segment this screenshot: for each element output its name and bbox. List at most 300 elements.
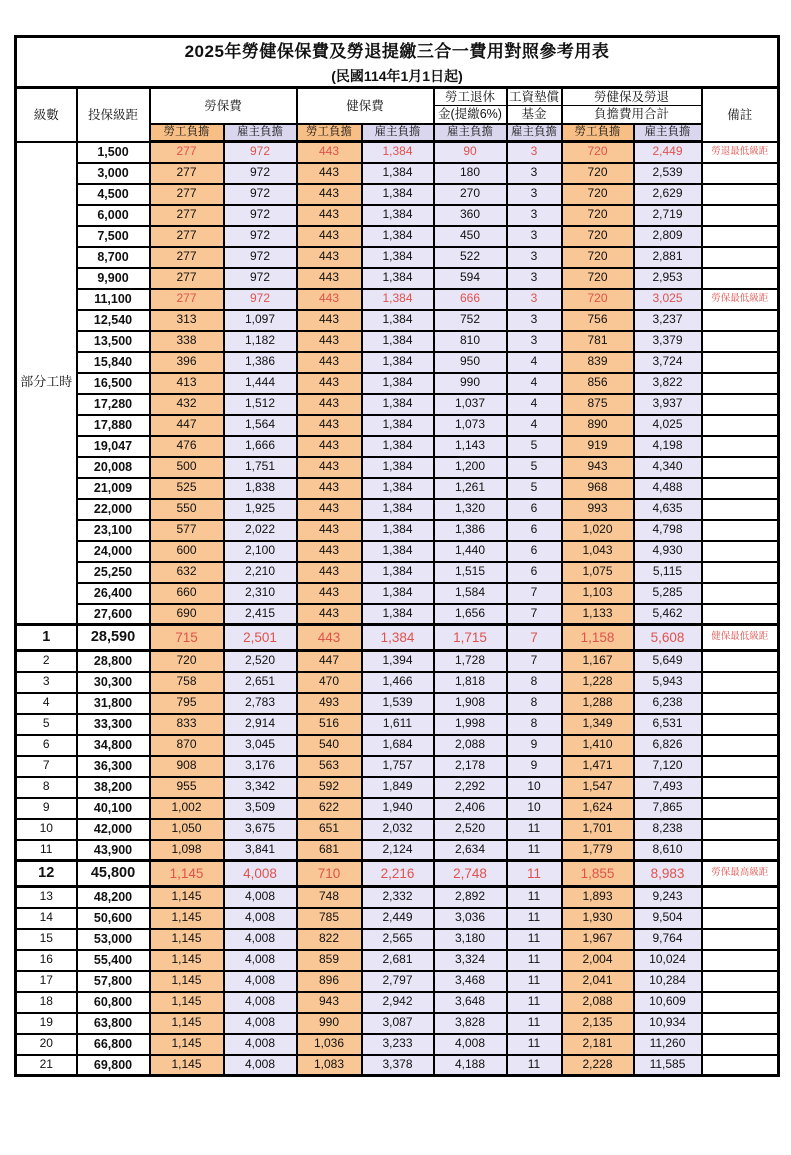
cell-total-employer: 9,243	[634, 887, 702, 908]
cell-labor-employer: 972	[224, 268, 297, 289]
cell-labor-employer: 1,751	[224, 457, 297, 478]
table-row	[16, 436, 779, 457]
header-pension-employer-share: 雇主負擔	[434, 124, 507, 142]
cell-labor-employee: 338	[150, 331, 224, 352]
cell-pension-employer: 3,828	[434, 1013, 507, 1034]
cell-pension-employer: 2,748	[434, 861, 507, 887]
cell-total-employee: 720	[562, 184, 634, 205]
cell-health-employee: 443	[297, 163, 362, 184]
cell-bracket: 15,840	[77, 352, 150, 373]
cell-total-employer: 9,504	[634, 908, 702, 929]
cell-bracket: 6,000	[77, 205, 150, 226]
cell-wage-fund-employer: 7	[507, 625, 562, 651]
cell-total-employer: 10,024	[634, 950, 702, 971]
cell-total-employer: 5,649	[634, 651, 702, 672]
cell-pension-employer: 2,520	[434, 819, 507, 840]
cell-total-employee: 1,410	[562, 735, 634, 756]
cell-wage-fund-employer: 11	[507, 992, 562, 1013]
cell-labor-employer: 972	[224, 142, 297, 163]
cell-pension-employer: 522	[434, 247, 507, 268]
cell-level: 4	[16, 693, 77, 714]
cell-pension-employer: 1,320	[434, 499, 507, 520]
cell-total-employee: 968	[562, 478, 634, 499]
cell-bracket: 22,000	[77, 499, 150, 520]
table-row	[16, 756, 779, 777]
cell-labor-employer: 1,386	[224, 352, 297, 373]
cell-pension-employer: 1,515	[434, 562, 507, 583]
cell-health-employer: 2,797	[362, 971, 434, 992]
cell-pension-employer: 1,143	[434, 436, 507, 457]
cell-health-employee: 443	[297, 625, 362, 651]
cell-health-employee: 443	[297, 562, 362, 583]
cell-total-employer: 7,120	[634, 756, 702, 777]
cell-bracket: 28,590	[77, 625, 150, 651]
cell-total-employee: 1,779	[562, 840, 634, 861]
cell-total-employer: 10,934	[634, 1013, 702, 1034]
cell-health-employee: 443	[297, 373, 362, 394]
header-wage-fund-employer-share: 雇主負擔	[507, 124, 562, 142]
cell-bracket: 38,200	[77, 777, 150, 798]
cell-health-employer: 2,332	[362, 887, 434, 908]
cell-total-employer: 8,238	[634, 819, 702, 840]
table-row	[16, 583, 779, 604]
cell-note	[702, 562, 779, 583]
cell-bracket: 31,800	[77, 693, 150, 714]
cell-wage-fund-employer: 11	[507, 950, 562, 971]
cell-labor-employee: 1,145	[150, 992, 224, 1013]
cell-note	[702, 226, 779, 247]
cell-health-employee: 470	[297, 672, 362, 693]
cell-labor-employee: 758	[150, 672, 224, 693]
cell-labor-employer: 2,651	[224, 672, 297, 693]
cell-wage-fund-employer: 3	[507, 226, 562, 247]
cell-wage-fund-employer: 11	[507, 929, 562, 950]
cell-note	[702, 436, 779, 457]
cell-total-employer: 5,608	[634, 625, 702, 651]
cell-total-employer: 3,379	[634, 331, 702, 352]
cell-pension-employer: 1,037	[434, 394, 507, 415]
cell-labor-employee: 908	[150, 756, 224, 777]
cell-level: 3	[16, 672, 77, 693]
cell-labor-employee: 413	[150, 373, 224, 394]
cell-health-employee: 443	[297, 352, 362, 373]
cell-health-employee: 443	[297, 142, 362, 163]
cell-health-employee: 493	[297, 693, 362, 714]
cell-health-employer: 1,384	[362, 457, 434, 478]
cell-wage-fund-employer: 11	[507, 819, 562, 840]
cell-labor-employee: 870	[150, 735, 224, 756]
cell-labor-employee: 313	[150, 310, 224, 331]
cell-note	[702, 971, 779, 992]
header-total-employee-share: 勞工負擔	[562, 124, 634, 142]
cell-health-employee: 443	[297, 541, 362, 562]
cell-note	[702, 798, 779, 819]
cell-total-employer: 5,115	[634, 562, 702, 583]
cell-bracket: 30,300	[77, 672, 150, 693]
cell-wage-fund-employer: 4	[507, 415, 562, 436]
cell-health-employer: 1,384	[362, 604, 434, 625]
cell-wage-fund-employer: 6	[507, 499, 562, 520]
cell-total-employee: 720	[562, 163, 634, 184]
cell-labor-employee: 632	[150, 562, 224, 583]
cell-health-employee: 943	[297, 992, 362, 1013]
table-row	[16, 520, 779, 541]
cell-total-employee: 2,135	[562, 1013, 634, 1034]
cell-wage-fund-employer: 4	[507, 373, 562, 394]
cell-pension-employer: 270	[434, 184, 507, 205]
cell-total-employer: 2,953	[634, 268, 702, 289]
cell-health-employer: 3,087	[362, 1013, 434, 1034]
cell-health-employee: 443	[297, 436, 362, 457]
cell-pension-employer: 2,634	[434, 840, 507, 861]
cell-wage-fund-employer: 8	[507, 714, 562, 735]
table-row	[16, 226, 779, 247]
cell-total-employer: 11,260	[634, 1034, 702, 1055]
header-wage-fund-line1: 工資墊償	[507, 88, 562, 106]
cell-note	[702, 714, 779, 735]
cell-health-employee: 681	[297, 840, 362, 861]
cell-labor-employee: 955	[150, 777, 224, 798]
cell-total-employer: 4,488	[634, 478, 702, 499]
cell-health-employer: 2,681	[362, 950, 434, 971]
cell-pension-employer: 1,073	[434, 415, 507, 436]
table-row	[16, 373, 779, 394]
cell-labor-employer: 4,008	[224, 992, 297, 1013]
cell-health-employee: 443	[297, 184, 362, 205]
cell-pension-employer: 4,188	[434, 1055, 507, 1076]
cell-level: 15	[16, 929, 77, 950]
premium-reference-table	[14, 35, 780, 1077]
cell-total-employee: 1,930	[562, 908, 634, 929]
cell-pension-employer: 594	[434, 268, 507, 289]
cell-labor-employer: 972	[224, 163, 297, 184]
cell-note	[702, 908, 779, 929]
cell-total-employee: 1,893	[562, 887, 634, 908]
table-row	[16, 247, 779, 268]
cell-health-employer: 1,384	[362, 415, 434, 436]
subtitle-row	[16, 66, 779, 88]
cell-labor-employer: 4,008	[224, 971, 297, 992]
cell-labor-employer: 2,100	[224, 541, 297, 562]
cell-pension-employer: 2,088	[434, 735, 507, 756]
table-row	[16, 735, 779, 756]
cell-health-employee: 622	[297, 798, 362, 819]
cell-labor-employer: 972	[224, 247, 297, 268]
cell-total-employer: 11,585	[634, 1055, 702, 1076]
cell-total-employee: 993	[562, 499, 634, 520]
header-note: 備註	[702, 88, 779, 142]
cell-note: 勞保最高級距	[702, 861, 779, 887]
cell-health-employee: 592	[297, 777, 362, 798]
cell-note	[702, 310, 779, 331]
cell-level: 9	[16, 798, 77, 819]
cell-pension-employer: 1,715	[434, 625, 507, 651]
cell-note	[702, 651, 779, 672]
cell-total-employee: 2,088	[562, 992, 634, 1013]
cell-pension-employer: 3,648	[434, 992, 507, 1013]
cell-labor-employee: 550	[150, 499, 224, 520]
cell-level: 10	[16, 819, 77, 840]
cell-note	[702, 457, 779, 478]
cell-health-employee: 443	[297, 394, 362, 415]
cell-pension-employer: 1,386	[434, 520, 507, 541]
cell-labor-employer: 972	[224, 289, 297, 310]
cell-level: 20	[16, 1034, 77, 1055]
cell-total-employee: 1,855	[562, 861, 634, 887]
cell-total-employer: 9,764	[634, 929, 702, 950]
cell-bracket: 20,008	[77, 457, 150, 478]
cell-labor-employer: 1,925	[224, 499, 297, 520]
cell-wage-fund-employer: 6	[507, 520, 562, 541]
table-row	[16, 142, 779, 163]
cell-pension-employer: 1,728	[434, 651, 507, 672]
cell-labor-employee: 277	[150, 247, 224, 268]
cell-labor-employee: 277	[150, 268, 224, 289]
cell-labor-employee: 500	[150, 457, 224, 478]
cell-total-employee: 2,181	[562, 1034, 634, 1055]
header-level: 級數	[16, 88, 77, 142]
cell-labor-employer: 2,783	[224, 693, 297, 714]
cell-wage-fund-employer: 6	[507, 562, 562, 583]
cell-health-employer: 1,384	[362, 163, 434, 184]
cell-pension-employer: 1,200	[434, 457, 507, 478]
cell-bracket: 40,100	[77, 798, 150, 819]
cell-total-employee: 1,158	[562, 625, 634, 651]
cell-health-employer: 1,384	[362, 373, 434, 394]
cell-total-employer: 6,531	[634, 714, 702, 735]
cell-pension-employer: 90	[434, 142, 507, 163]
table-row	[16, 950, 779, 971]
table-row	[16, 331, 779, 352]
cell-bracket: 48,200	[77, 887, 150, 908]
header-health-employee-share: 勞工負擔	[297, 124, 362, 142]
cell-total-employee: 1,288	[562, 693, 634, 714]
cell-health-employee: 651	[297, 819, 362, 840]
cell-health-employee: 516	[297, 714, 362, 735]
table-row	[16, 457, 779, 478]
cell-health-employee: 443	[297, 415, 362, 436]
cell-note: 健保最低級距	[702, 625, 779, 651]
cell-labor-employee: 476	[150, 436, 224, 457]
table-row	[16, 777, 779, 798]
cell-pension-employer: 3,180	[434, 929, 507, 950]
header-pension-line2: 金(提繳6%)	[434, 106, 507, 124]
cell-wage-fund-employer: 4	[507, 352, 562, 373]
cell-total-employer: 4,340	[634, 457, 702, 478]
cell-health-employee: 1,083	[297, 1055, 362, 1076]
cell-note	[702, 693, 779, 714]
cell-health-employee: 443	[297, 583, 362, 604]
cell-wage-fund-employer: 11	[507, 1013, 562, 1034]
cell-bracket: 43,900	[77, 840, 150, 861]
cell-pension-employer: 1,818	[434, 672, 507, 693]
cell-health-employee: 540	[297, 735, 362, 756]
cell-note	[702, 1055, 779, 1076]
cell-health-employer: 1,384	[362, 247, 434, 268]
cell-bracket: 50,600	[77, 908, 150, 929]
cell-level: 5	[16, 714, 77, 735]
cell-labor-employee: 1,145	[150, 1034, 224, 1055]
cell-labor-employee: 1,145	[150, 908, 224, 929]
table-row	[16, 992, 779, 1013]
cell-pension-employer: 1,998	[434, 714, 507, 735]
cell-wage-fund-employer: 11	[507, 840, 562, 861]
cell-labor-employer: 1,564	[224, 415, 297, 436]
cell-health-employer: 1,849	[362, 777, 434, 798]
cell-labor-employee: 432	[150, 394, 224, 415]
cell-total-employer: 2,719	[634, 205, 702, 226]
cell-labor-employer: 1,512	[224, 394, 297, 415]
cell-bracket: 69,800	[77, 1055, 150, 1076]
cell-pension-employer: 990	[434, 373, 507, 394]
cell-health-employee: 1,036	[297, 1034, 362, 1055]
cell-wage-fund-employer: 11	[507, 908, 562, 929]
cell-level: 12	[16, 861, 77, 887]
cell-health-employer: 1,384	[362, 625, 434, 651]
cell-bracket: 27,600	[77, 604, 150, 625]
cell-note	[702, 929, 779, 950]
cell-health-employee: 990	[297, 1013, 362, 1034]
table-row	[16, 714, 779, 735]
page-subtitle: (民國114年1月1日起)	[16, 66, 779, 88]
cell-health-employee: 443	[297, 520, 362, 541]
cell-bracket: 34,800	[77, 735, 150, 756]
cell-total-employee: 1,043	[562, 541, 634, 562]
cell-level: 2	[16, 651, 77, 672]
table-row	[16, 672, 779, 693]
cell-note	[702, 819, 779, 840]
cell-total-employee: 875	[562, 394, 634, 415]
cell-health-employee: 748	[297, 887, 362, 908]
cell-labor-employer: 4,008	[224, 861, 297, 887]
cell-total-employer: 2,881	[634, 247, 702, 268]
table-row	[16, 268, 779, 289]
cell-health-employer: 1,384	[362, 226, 434, 247]
parttime-merged-cell: 部分工時	[16, 142, 77, 625]
cell-health-employer: 1,384	[362, 394, 434, 415]
cell-health-employer: 1,466	[362, 672, 434, 693]
cell-bracket: 17,880	[77, 415, 150, 436]
cell-bracket: 63,800	[77, 1013, 150, 1034]
cell-bracket: 21,009	[77, 478, 150, 499]
cell-total-employer: 2,539	[634, 163, 702, 184]
cell-health-employer: 2,565	[362, 929, 434, 950]
cell-total-employee: 756	[562, 310, 634, 331]
table-row	[16, 651, 779, 672]
cell-labor-employer: 4,008	[224, 1034, 297, 1055]
cell-level: 19	[16, 1013, 77, 1034]
cell-note	[702, 478, 779, 499]
cell-note	[702, 352, 779, 373]
cell-labor-employee: 447	[150, 415, 224, 436]
cell-bracket: 16,500	[77, 373, 150, 394]
cell-bracket: 19,047	[77, 436, 150, 457]
cell-note	[702, 520, 779, 541]
cell-bracket: 25,250	[77, 562, 150, 583]
cell-labor-employer: 1,097	[224, 310, 297, 331]
cell-pension-employer: 180	[434, 163, 507, 184]
table-row	[16, 163, 779, 184]
cell-total-employee: 943	[562, 457, 634, 478]
cell-health-employee: 443	[297, 499, 362, 520]
table-row	[16, 861, 779, 887]
cell-total-employee: 1,228	[562, 672, 634, 693]
cell-wage-fund-employer: 8	[507, 693, 562, 714]
cell-health-employer: 1,940	[362, 798, 434, 819]
cell-level: 18	[16, 992, 77, 1013]
cell-health-employer: 1,384	[362, 520, 434, 541]
cell-pension-employer: 1,584	[434, 583, 507, 604]
cell-health-employer: 1,384	[362, 310, 434, 331]
cell-pension-employer: 3,324	[434, 950, 507, 971]
cell-pension-employer: 1,908	[434, 693, 507, 714]
cell-labor-employee: 1,002	[150, 798, 224, 819]
cell-note	[702, 247, 779, 268]
cell-health-employee: 443	[297, 205, 362, 226]
cell-total-employee: 720	[562, 205, 634, 226]
cell-total-employer: 4,025	[634, 415, 702, 436]
cell-labor-employer: 3,675	[224, 819, 297, 840]
cell-bracket: 57,800	[77, 971, 150, 992]
cell-health-employer: 1,384	[362, 142, 434, 163]
cell-pension-employer: 4,008	[434, 1034, 507, 1055]
table-row	[16, 1034, 779, 1055]
cell-total-employee: 1,133	[562, 604, 634, 625]
cell-wage-fund-employer: 3	[507, 268, 562, 289]
table-row	[16, 971, 779, 992]
cell-total-employer: 4,930	[634, 541, 702, 562]
cell-wage-fund-employer: 9	[507, 735, 562, 756]
cell-note	[702, 499, 779, 520]
cell-health-employer: 1,384	[362, 352, 434, 373]
cell-level: 17	[16, 971, 77, 992]
title-row	[16, 37, 779, 66]
cell-total-employee: 1,075	[562, 562, 634, 583]
cell-wage-fund-employer: 11	[507, 971, 562, 992]
cell-bracket: 53,000	[77, 929, 150, 950]
cell-health-employee: 443	[297, 247, 362, 268]
cell-health-employer: 1,539	[362, 693, 434, 714]
cell-health-employer: 1,384	[362, 331, 434, 352]
cell-level: 7	[16, 756, 77, 777]
cell-note	[702, 373, 779, 394]
cell-labor-employee: 396	[150, 352, 224, 373]
cell-labor-employee: 1,145	[150, 887, 224, 908]
cell-total-employer: 3,937	[634, 394, 702, 415]
cell-total-employer: 8,610	[634, 840, 702, 861]
cell-level: 11	[16, 840, 77, 861]
cell-note	[702, 950, 779, 971]
cell-labor-employer: 4,008	[224, 887, 297, 908]
cell-wage-fund-employer: 3	[507, 142, 562, 163]
cell-health-employer: 3,233	[362, 1034, 434, 1055]
cell-bracket: 8,700	[77, 247, 150, 268]
cell-health-employer: 1,384	[362, 562, 434, 583]
header-labor-employee-share: 勞工負擔	[150, 124, 224, 142]
cell-wage-fund-employer: 5	[507, 436, 562, 457]
cell-total-employer: 8,983	[634, 861, 702, 887]
cell-total-employer: 3,724	[634, 352, 702, 373]
cell-labor-employer: 972	[224, 184, 297, 205]
cell-health-employer: 1,684	[362, 735, 434, 756]
table-row	[16, 478, 779, 499]
cell-wage-fund-employer: 10	[507, 777, 562, 798]
table-row	[16, 819, 779, 840]
cell-labor-employer: 3,509	[224, 798, 297, 819]
cell-labor-employer: 1,444	[224, 373, 297, 394]
cell-pension-employer: 3,468	[434, 971, 507, 992]
table-row	[16, 205, 779, 226]
